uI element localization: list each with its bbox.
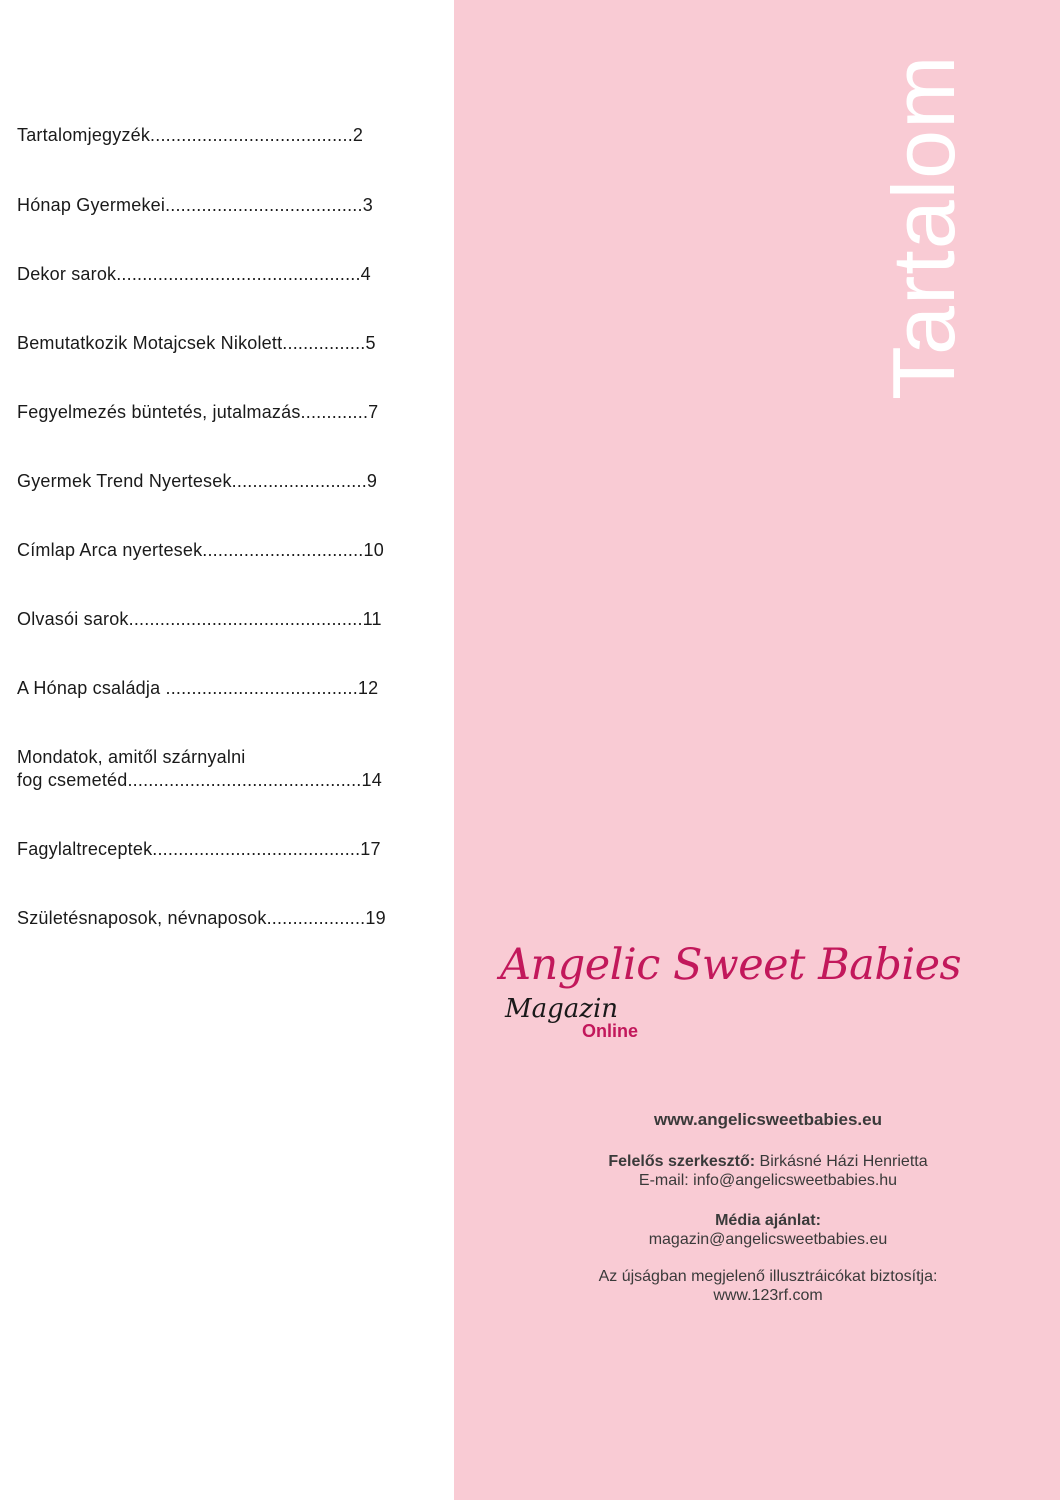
page-title: Tartalom (874, 54, 973, 400)
magazine-logo-online: Online (582, 1021, 639, 1041)
toc-item-honap-csaladja[interactable]: A Hónap családja .....................................12 (17, 678, 379, 698)
toc-item-mondatok[interactable]: Mondatok, amitől szárnyalni fog csemetéd.............................................14 (17, 747, 382, 790)
toc-item-fegyelmezes[interactable]: Fegyelmezés büntetés, jutalmazás.............7 (17, 402, 379, 422)
illustration-source[interactable]: www.123rf.com (713, 1287, 823, 1304)
toc-item-bemutatkozik[interactable]: Bemutatkozik Motajcsek Nikolett................5 (17, 333, 376, 353)
editor-email[interactable]: E-mail: info@angelicsweetbabies.hu (638, 1172, 898, 1189)
media-email[interactable]: magazin@angelicsweetbabies.eu (648, 1231, 888, 1248)
toc-item-dekor-sarok[interactable]: Dekor sarok...............................................4 (17, 264, 371, 284)
toc-item-cimlap-arca[interactable]: Címlap Arca nyertesek...............................10 (17, 540, 384, 560)
toc-item-szuletesnaposok[interactable]: Születésnaposok, névnaposok...................19 (17, 908, 386, 928)
website-link[interactable]: www.angelicsweetbabies.eu (653, 1110, 882, 1129)
magazine-logo-title: Angelic Sweet Babies (500, 940, 962, 990)
editor-name: Birkásné Házi Henrietta (759, 1153, 928, 1170)
table-of-contents (0, 0, 454, 1500)
toc-item-tartalomjegyzek[interactable]: Tartalomjegyzék.......................................2 (17, 125, 364, 145)
toc-item-honap-gyermekei[interactable]: Hónap Gyermekei......................................3 (17, 195, 373, 215)
illustration-credit: Az újságban megjelenő illusztráicókat biztosítja: (598, 1268, 938, 1285)
toc-item-olvasoi-sarok[interactable]: Olvasói sarok.............................................11 (17, 609, 382, 629)
toc-item-fagylaltreceptek[interactable]: Fagylaltreceptek........................................17 (17, 839, 381, 859)
magazine-logo-subtitle: Magazin (505, 994, 619, 1024)
editor-line (520, 1152, 1016, 1171)
media-label: Média ajánlat: (715, 1212, 821, 1229)
editor-label: Felelős szerkesztő: (608, 1153, 756, 1170)
toc-item-gyermek-trend[interactable]: Gyermek Trend Nyertesek..........................9 (17, 471, 378, 491)
